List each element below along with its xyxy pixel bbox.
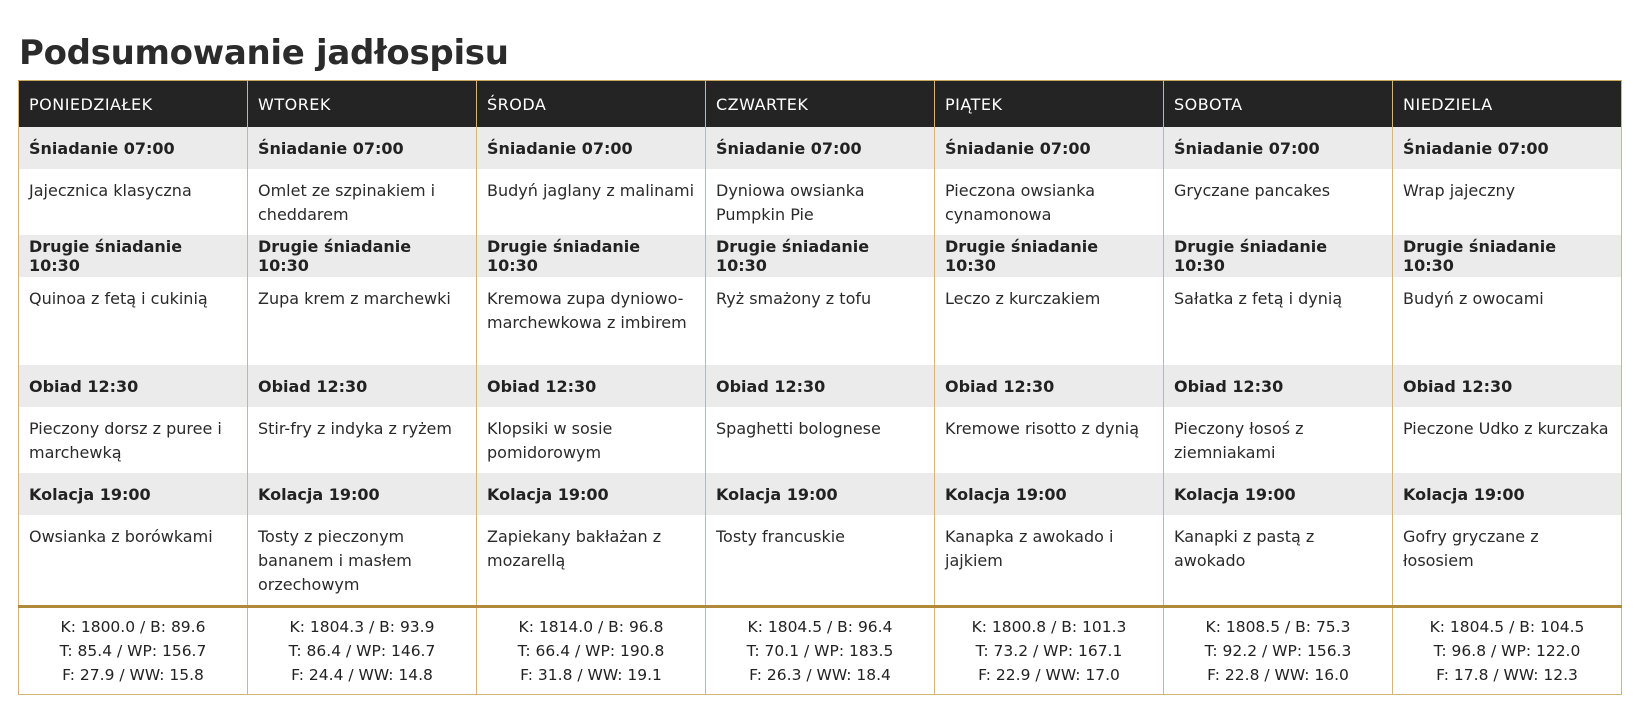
- dish-cell: Wrap jajeczny: [1393, 169, 1622, 235]
- dish-row: [19, 407, 1622, 473]
- day-header: SOBOTA: [1164, 81, 1393, 128]
- totals-line: T: 92.2 / WP: 156.3: [1204, 642, 1352, 660]
- totals-line: T: 96.8 / WP: 122.0: [1433, 642, 1581, 660]
- meal-label: Drugie śniadanie 10:30: [935, 235, 1164, 277]
- meal-label: Obiad 12:30: [19, 365, 248, 407]
- totals-line: K: 1804.5 / B: 104.5: [1429, 618, 1585, 636]
- dish-cell: Ryż smażony z tofu: [706, 277, 935, 365]
- day-header: NIEDZIELA: [1393, 81, 1622, 128]
- dish-cell: Gofry gryczane z łososiem: [1393, 515, 1622, 607]
- totals-line: T: 66.4 / WP: 190.8: [517, 642, 665, 660]
- dish-cell: Zapiekany bakłażan z mozarellą: [477, 515, 706, 607]
- meal-label: Kolacja 19:00: [477, 473, 706, 515]
- day-header: PIĄTEK: [935, 81, 1164, 128]
- dish-cell: Owsianka z borówkami: [19, 515, 248, 607]
- dish-cell: Kanapki z pastą z awokado: [1164, 515, 1393, 607]
- meal-label: Drugie śniadanie 10:30: [1164, 235, 1393, 277]
- meal-label: Kolacja 19:00: [706, 473, 935, 515]
- totals-line: F: 24.4 / WW: 14.8: [291, 666, 433, 684]
- nutrition-totals-cell: [477, 607, 706, 695]
- totals-line: F: 22.9 / WW: 17.0: [978, 666, 1120, 684]
- meal-label: Śniadanie 07:00: [1393, 127, 1622, 169]
- totals-line: K: 1814.0 / B: 96.8: [518, 618, 664, 636]
- meal-label: Obiad 12:30: [935, 365, 1164, 407]
- meal-label: Drugie śniadanie 10:30: [477, 235, 706, 277]
- day-header-row: [19, 81, 1622, 128]
- dish-cell: Sałatka z fetą i dynią: [1164, 277, 1393, 365]
- nutrition-totals-cell: [1393, 607, 1622, 695]
- day-header: WTOREK: [248, 81, 477, 128]
- totals-line: F: 27.9 / WW: 15.8: [62, 666, 204, 684]
- dish-cell: Tosty francuskie: [706, 515, 935, 607]
- nutrition-totals-cell: [706, 607, 935, 695]
- day-header: ŚRODA: [477, 81, 706, 128]
- meal-label: Śniadanie 07:00: [706, 127, 935, 169]
- dish-cell: Kremowe risotto z dynią: [935, 407, 1164, 473]
- totals-line: K: 1800.0 / B: 89.6: [60, 618, 206, 636]
- meal-label: Kolacja 19:00: [935, 473, 1164, 515]
- dish-cell: Pieczona owsianka cynamonowa: [935, 169, 1164, 235]
- dish-cell: Kanapka z awokado i jajkiem: [935, 515, 1164, 607]
- meal-label: Kolacja 19:00: [248, 473, 477, 515]
- dish-cell: Pieczone Udko z kurczaka: [1393, 407, 1622, 473]
- dish-cell: Gryczane pancakes: [1164, 169, 1393, 235]
- dish-cell: Dyniowa owsianka Pumpkin Pie: [706, 169, 935, 235]
- meal-label: Śniadanie 07:00: [935, 127, 1164, 169]
- nutrition-totals-cell: [935, 607, 1164, 695]
- nutrition-totals-cell: [1164, 607, 1393, 695]
- meal-label: Drugie śniadanie 10:30: [1393, 235, 1622, 277]
- meal-label: Drugie śniadanie 10:30: [248, 235, 477, 277]
- meal-label: Kolacja 19:00: [19, 473, 248, 515]
- meal-label-row: [19, 127, 1622, 169]
- meal-label: Obiad 12:30: [248, 365, 477, 407]
- dish-cell: Tosty z pieczonym bananem i masłem orzechowym: [248, 515, 477, 607]
- dish-cell: Klopsiki w sosie pomidorowym: [477, 407, 706, 473]
- totals-line: T: 70.1 / WP: 183.5: [746, 642, 894, 660]
- meal-label-row: [19, 473, 1622, 515]
- dish-cell: Stir-fry z indyka z ryżem: [248, 407, 477, 473]
- meal-label-row: [19, 365, 1622, 407]
- dish-cell: Spaghetti bolognese: [706, 407, 935, 473]
- meal-label: Kolacja 19:00: [1393, 473, 1622, 515]
- dish-cell: Leczo z kurczakiem: [935, 277, 1164, 365]
- day-header: PONIEDZIAŁEK: [19, 81, 248, 128]
- page-title: Podsumowanie jadłospisu: [19, 32, 509, 73]
- dish-cell: Omlet ze szpinakiem i cheddarem: [248, 169, 477, 235]
- dish-row: [19, 515, 1622, 607]
- meal-label: Śniadanie 07:00: [19, 127, 248, 169]
- dish-cell: Pieczony łosoś z ziemniakami: [1164, 407, 1393, 473]
- nutrition-totals-cell: [248, 607, 477, 695]
- totals-line: F: 22.8 / WW: 16.0: [1207, 666, 1349, 684]
- nutrition-totals-row: [19, 607, 1622, 695]
- dish-cell: Pieczony dorsz z puree i marchewką: [19, 407, 248, 473]
- dish-row: [19, 169, 1622, 235]
- meal-plan-table: [18, 80, 1622, 695]
- dish-cell: Jajecznica klasyczna: [19, 169, 248, 235]
- dish-cell: Budyń jaglany z malinami: [477, 169, 706, 235]
- meal-label-row: [19, 235, 1622, 277]
- totals-line: T: 73.2 / WP: 167.1: [975, 642, 1123, 660]
- totals-line: K: 1808.5 / B: 75.3: [1205, 618, 1351, 636]
- totals-line: T: 85.4 / WP: 156.7: [59, 642, 207, 660]
- meal-label: Drugie śniadanie 10:30: [19, 235, 248, 277]
- meal-label: Drugie śniadanie 10:30: [706, 235, 935, 277]
- meal-label: Obiad 12:30: [1164, 365, 1393, 407]
- totals-line: F: 17.8 / WW: 12.3: [1436, 666, 1578, 684]
- totals-line: F: 26.3 / WW: 18.4: [749, 666, 891, 684]
- dish-cell: Kremowa zupa dyniowo-marchewkowa z imbirem: [477, 277, 706, 365]
- totals-line: K: 1804.5 / B: 96.4: [747, 618, 893, 636]
- dish-cell: Quinoa z fetą i cukinią: [19, 277, 248, 365]
- meal-label: Obiad 12:30: [706, 365, 935, 407]
- meal-label: Śniadanie 07:00: [1164, 127, 1393, 169]
- meal-label: Obiad 12:30: [1393, 365, 1622, 407]
- meal-label: Śniadanie 07:00: [248, 127, 477, 169]
- totals-line: K: 1800.8 / B: 101.3: [971, 618, 1127, 636]
- totals-line: F: 31.8 / WW: 19.1: [520, 666, 662, 684]
- dish-cell: Zupa krem z marchewki: [248, 277, 477, 365]
- dish-row: [19, 277, 1622, 365]
- totals-line: T: 86.4 / WP: 146.7: [288, 642, 436, 660]
- meal-label: Śniadanie 07:00: [477, 127, 706, 169]
- totals-line: K: 1804.3 / B: 93.9: [289, 618, 435, 636]
- dish-cell: Budyń z owocami: [1393, 277, 1622, 365]
- nutrition-totals-cell: [19, 607, 248, 695]
- meal-label: Kolacja 19:00: [1164, 473, 1393, 515]
- meal-label: Obiad 12:30: [477, 365, 706, 407]
- day-header: CZWARTEK: [706, 81, 935, 128]
